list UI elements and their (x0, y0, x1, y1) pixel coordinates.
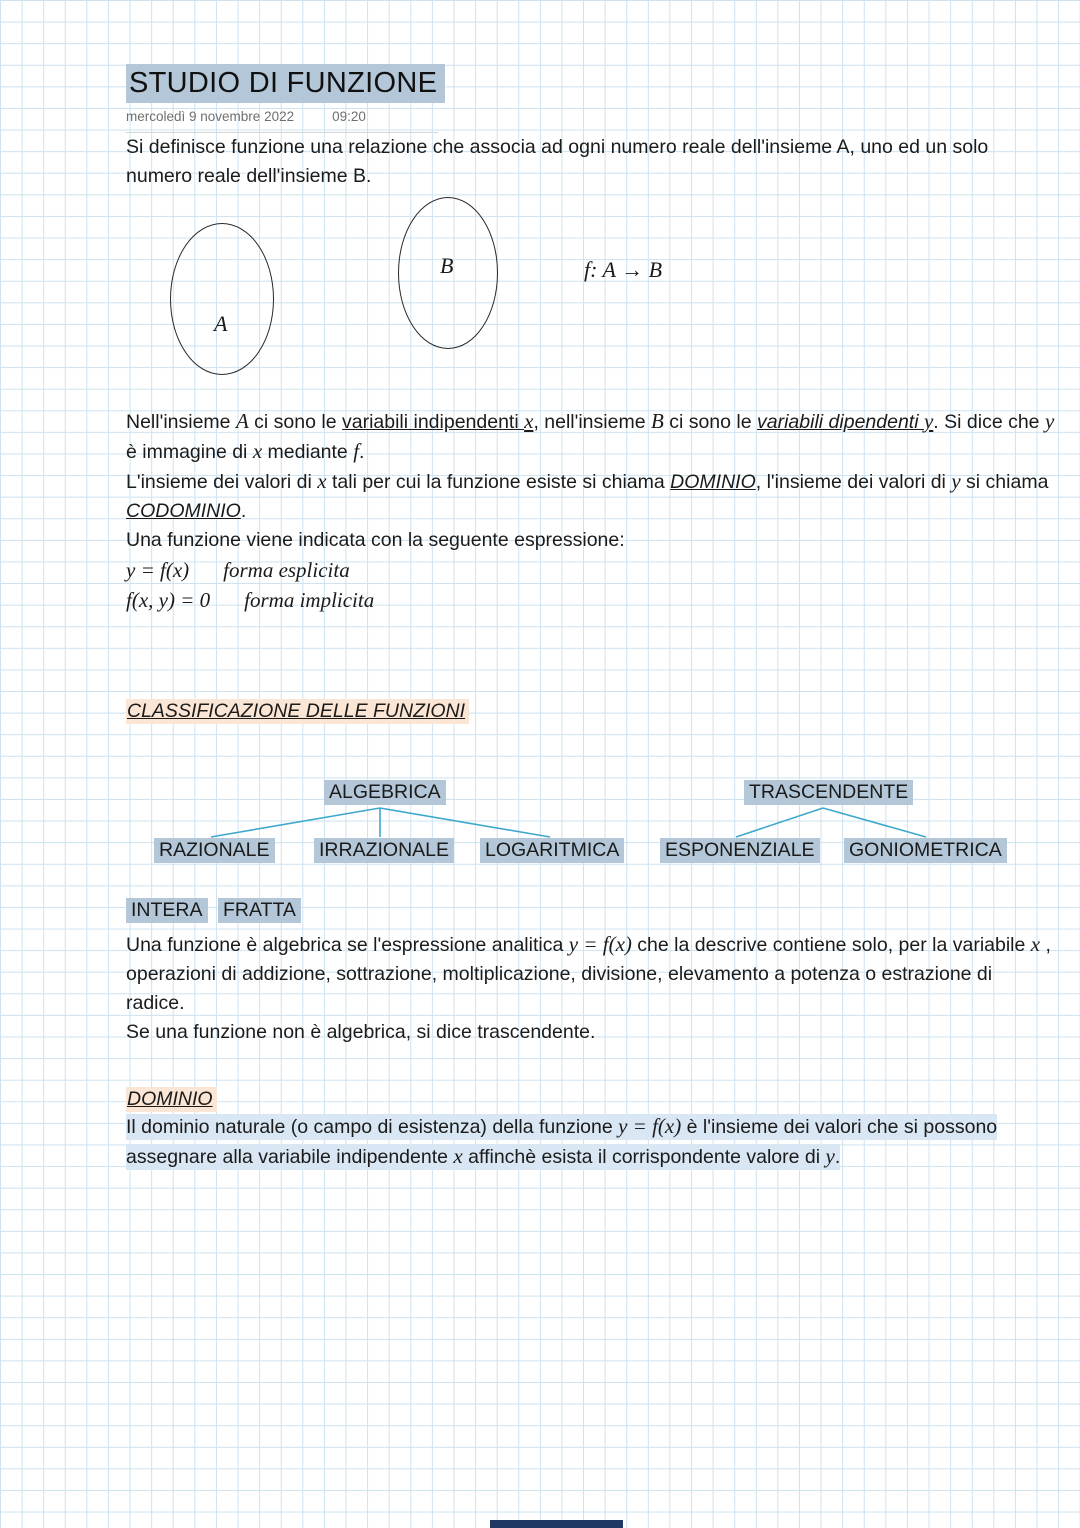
math-run: y = f(x) (618, 1114, 682, 1138)
math-run: x (453, 1144, 463, 1168)
set-a-ellipse (170, 223, 274, 375)
text-run: . (240, 500, 247, 522)
form-label: forma esplicita (223, 558, 350, 582)
underlined-run: variabili indipendenti (341, 411, 525, 433)
text-run: affinchè esista il corrispondente valore di (462, 1146, 826, 1168)
classification-tree (126, 780, 1056, 930)
math-run: B (650, 409, 664, 433)
text-run: è immagine di (126, 441, 253, 463)
intro-paragraph (126, 133, 1056, 191)
page-title: STUDIO DI FUNZIONE (126, 64, 445, 103)
tree-node-fratta: FRATTA (218, 898, 301, 923)
tree-node-logaritmica: LOGARITMICA (480, 838, 624, 863)
math-run: y (951, 469, 961, 493)
text-run: , l'insieme dei valori di (755, 471, 952, 493)
set-a-label: A (214, 311, 228, 336)
tree-node-trascendente: TRASCENDENTE (744, 780, 913, 805)
text-run: Una funzione viene indicata con la seguente espressione: (126, 529, 625, 551)
variables-paragraph (126, 407, 1056, 526)
text-run: è l'insieme dei valori che si possono assegnare alla variabile indipendente (126, 1116, 998, 1168)
tree-node-esponenziale: ESPONENZIALE (660, 838, 820, 863)
text-run: , operazioni di addizione, sottrazione, moltiplicazione, divisione, elevamento a potenza o estrazione di radice. (126, 934, 1051, 1014)
text-run: . Si dice che (933, 411, 1045, 433)
tree-node-irrazionale: IRRAZIONALE (314, 838, 454, 863)
text-run: L'insieme dei valori di (126, 471, 318, 493)
text-run: mediante (262, 441, 354, 463)
math-run: x (252, 439, 263, 463)
highlighted-run (126, 1114, 997, 1170)
set-b-label: B (440, 253, 454, 278)
tree-node-razionale: RAZIONALE (154, 838, 275, 863)
implicit-form-line (126, 585, 1056, 615)
text-run: ci sono le (248, 411, 342, 433)
math-run: x (524, 409, 534, 433)
italic-underlined-run: variabili dipendenti (757, 411, 924, 433)
mapping-expression: f: A → B (584, 257, 663, 282)
algebraic-definition-paragraph (126, 930, 1056, 1047)
dominio-paragraph (126, 1112, 1056, 1172)
expression-intro (126, 526, 1056, 555)
math-run: y (825, 1144, 835, 1168)
tree-node-goniometrica: GONIOMETRICA (844, 838, 1007, 863)
text-run: tali per cui la funzione esiste si chiama (326, 471, 671, 493)
tree-node-intera: INTERA (126, 898, 208, 923)
text-run: , nell'insieme (533, 411, 651, 433)
text-run: si chiama (960, 471, 1049, 493)
text-run: Una funzione è algebrica se l'espressione analitica (126, 934, 569, 956)
bottom-page-fragment (490, 1520, 623, 1528)
classification-heading: CLASSIFICAZIONE DELLE FUNZIONI (126, 699, 469, 724)
text-run: . (359, 441, 365, 463)
math-run: f(x, y) = 0 (126, 588, 211, 612)
math-run: x (317, 469, 327, 493)
italic-underlined-run: CODOMINIO (126, 500, 241, 522)
math-run: y = f(x) (568, 932, 632, 956)
text-run: Nell'insieme (126, 411, 236, 433)
note-date-row (126, 109, 438, 133)
italic-underlined-run: DOMINIO (670, 471, 756, 493)
math-run: A (235, 409, 249, 433)
note-date: mercoledì 9 novembre 2022 (126, 109, 295, 124)
text-run: che la descrive contiene solo, per la variabile (631, 934, 1031, 956)
math-run: y (923, 409, 934, 433)
math-run: y = f(x) (126, 558, 190, 582)
text-run: . (834, 1146, 841, 1168)
dominio-heading: DOMINIO (126, 1087, 217, 1112)
math-run: y (1044, 409, 1055, 433)
text-run: ci sono le (663, 411, 758, 433)
note-time: 09:20 (332, 109, 366, 124)
form-label: forma implicita (244, 588, 375, 612)
explicit-form-line (126, 555, 1056, 585)
tree-node-algebrica: ALGEBRICA (324, 780, 446, 805)
intro-text: Si definisce funzione una relazione che associa ad ogni numero reale dell'insieme A, uno ed un solo numero reale dell'insieme B. (126, 136, 989, 187)
text-run: Il dominio naturale (o campo di esistenza) della funzione (126, 1116, 619, 1138)
text-run: Se una funzione non è algebrica, si dice trascendente. (126, 1021, 596, 1043)
math-run: f (353, 439, 360, 463)
sets-diagram (126, 195, 1056, 407)
math-run: x (1030, 932, 1041, 956)
